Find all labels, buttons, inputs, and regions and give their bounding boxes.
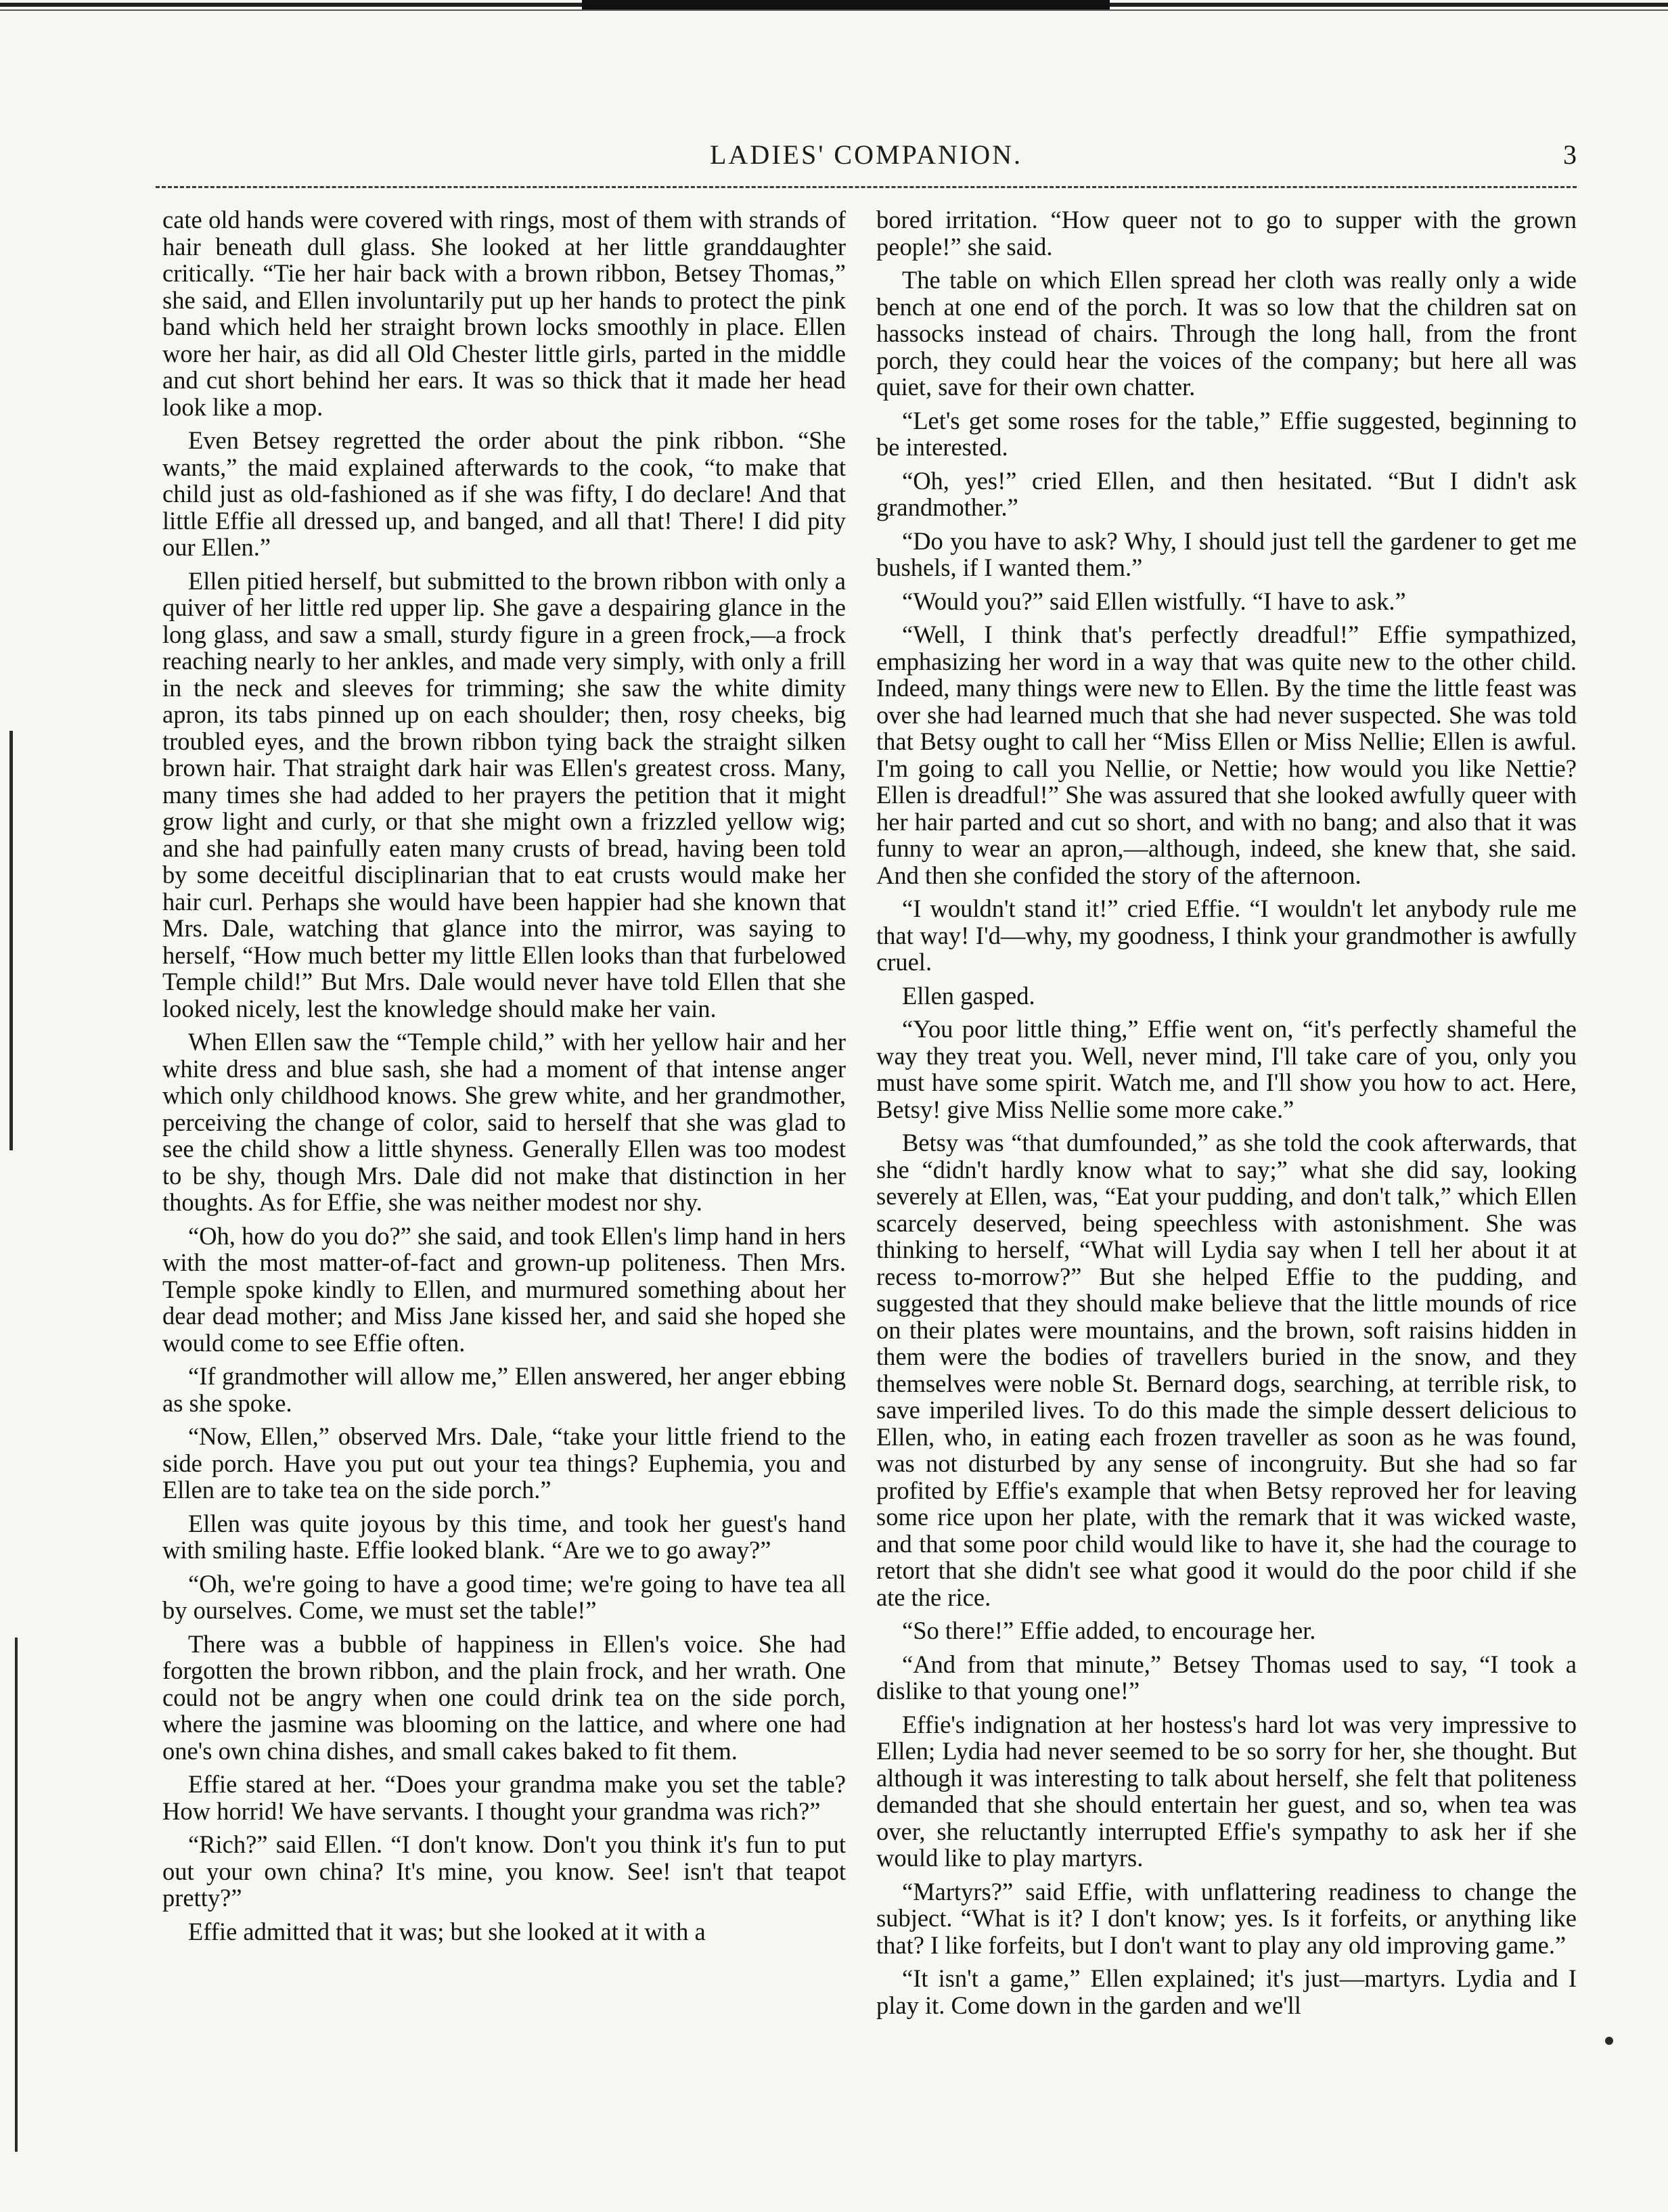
- top-border-rule: [0, 0, 1668, 15]
- paragraph: bored irritation. “How queer not to go to supper with the grown people!” she said.: [876, 206, 1577, 261]
- paragraph: Betsy was “that dumfounded,” as she told the cook afterwards, that she “didn't hardly know what to say;” what she did say, looking severely at Ellen, was, “Eat your pudding, and don't talk,” which Ellen scarcely deserved, being speechless with astonishment. She was thinking to herself, “What will Lydia say when I tell her about it at recess to-morrow?” But she helped Effie to the pudding, and suggested that they should make believe that the little mounds of rice on their plates were mountains, and the brown, soft raisins hidden in them were the bodies of travellers buried in the snow, and they themselves were noble St. Bernard dogs, searching, at terrible risk, to save imperiled lives. To do this made the simple dessert delicious to Ellen, who, in eating each frozen traveller as soon as he was found, was not disturbed by any sense of incongruity. But she had so far profited by Effie's example that when Betsy reproved her for leaving some rice upon her plate, with the remark that it was wicked waste, and that some poor child would like to have it, she had the courage to retort that she didn't see what good it would do the poor child if she ate the rice.: [876, 1129, 1577, 1611]
- paragraph: “If grandmother will allow me,” Ellen answered, her anger ebbing as she spoke.: [162, 1362, 846, 1417]
- binding-mark: [9, 731, 13, 1150]
- paragraph: Effie admitted that it was; but she looked at it with a: [188, 1917, 706, 1945]
- paragraph: “You poor little thing,” Effie went on, “it's perfectly shameful the way they treat you. Well, never mind, I'll take care of you, only you must have some spirit. Watch me, and I'll show you how to act. Here, Betsy! give Miss Nellie some more cake.”: [876, 1015, 1577, 1123]
- paragraph: “Let's get some roses for the table,” Effie suggested, beginning to be interested.: [876, 406, 1577, 461]
- left-column: [162, 206, 846, 1951]
- paragraph: “So there!” Effie added, to encourage her.: [902, 1617, 1316, 1644]
- paragraph: There was a bubble of happiness in Ellen's voice. She had forgotten the brown ribbon, and the plain frock, and her wrath. One could not be angry when one could drink tea on the side porch, where the jasmine was blooming on the lattice, and where one had one's own china dishes, and small cakes baked to fit them.: [162, 1629, 846, 1765]
- paragraph: “Rich?” said Ellen. “I don't know. Don't you think it's fun to put out your own china? It's mine, you know. See! isn't that teapot pretty?”: [162, 1830, 846, 1912]
- paragraph: “It isn't a game,” Ellen explained; it's just—martyrs. Lydia and I play it. Come down in the garden and we'll: [876, 1964, 1577, 2019]
- paragraph: “Oh, yes!” cried Ellen, and then hesitated. “But I didn't ask grandmother.”: [876, 466, 1577, 521]
- running-title: LADIES' COMPANION.: [710, 139, 1022, 170]
- paragraph: “And from that minute,” Betsey Thomas used to say, “I took a dislike to that young one!”: [876, 1650, 1577, 1705]
- page-header: [156, 139, 1577, 186]
- paragraph: Effie's indignation at her hostess's hard lot was very impressive to Ellen; Lydia had never seemed to be so sorry for her, she thought. But although it was interesting to talk about herself, she felt that politeness demanded that she should entertain her guest, and so, when tea was over, she reluctantly interrupted Effie's sympathy to ask her if she would like to play martyrs.: [876, 1710, 1577, 1872]
- paragraph: Ellen was quite joyous by this time, and took her guest's hand with smiling haste. Effie looked blank. “Are we to go away?”: [162, 1509, 846, 1564]
- paragraph: “I wouldn't stand it!” cried Effie. “I wouldn't let anybody rule me that way! I'd—why, my goodness, I think your grandmother is awfully cruel.: [876, 895, 1577, 976]
- paragraph: Ellen gasped.: [902, 981, 1035, 1010]
- paragraph: Effie stared at her. “Does your grandma make you set the table? How horrid! We have servants. I thought your grandma was rich?”: [162, 1770, 846, 1825]
- paragraph: “Oh, how do you do?” she said, and took Ellen's limp hand in hers with the most matter-of-fact and grown-up politeness. Then Mrs. Temple spoke kindly to Ellen, and murmured something about her dear dead mother; and Miss Jane kissed her, and said she hoped she would come to see Effie often.: [162, 1221, 846, 1357]
- page-number: 3: [1563, 139, 1577, 170]
- paragraph: “Now, Ellen,” observed Mrs. Dale, “take your little friend to the side porch. Have you put out your tea things? Euphemia, you and Ellen are to take tea on the side porch.”: [162, 1422, 846, 1504]
- paragraph: “Oh, we're going to have a good time; we're going to have tea all by ourselves. Come, we must set the table!”: [162, 1569, 846, 1624]
- paragraph: “Martyrs?” said Effie, with unflattering readiness to change the subject. “What is it? I don't know; yes. Is it forfeits, or anything like that? I like forfeits, but I don't want to play any old improving game.”: [876, 1877, 1577, 1959]
- paragraph: When Ellen saw the “Temple child,” with her yellow hair and her white dress and blue sash, she had a moment of that intense anger which only childhood knows. She grew white, and her grandmother, perceiving the change of color, said to herself that she was glad to see the child show a little shyness. Generally Ellen was too modest to be shy, though Mrs. Dale did not make that distinction in her thoughts. As for Effie, she was neither modest nor shy.: [162, 1028, 846, 1216]
- header-rule: [156, 186, 1577, 188]
- paragraph: “Would you?” said Ellen wistfully. “I have to ask.”: [902, 587, 1406, 615]
- paragraph: Ellen pitied herself, but submitted to the brown ribbon with only a quiver of her little red upper lip. She gave a despairing glance in the long glass, and saw a small, sturdy figure in a green frock,—a frock reaching nearly to her ankles, and made very simply, with only a frill in the neck and sleeves for trimming; she saw the white dimity apron, its tabs pinned up on each shoulder; then, rosy cheeks, big troubled eyes, and the brown ribbon tying back the straight silken brown hair. That straight dark hair was Ellen's greatest cross. Many, many times she had added to her prayers the petition that it might grow light and curly, or that she might own a frizzled yellow wig; and she had painfully eaten many crusts of bread, having been told by some deceitful disciplinarian that to eat crusts would make her hair curl. Perhaps she would have been happier had she known that Mrs. Dale, watching that glance into the mirror, was saying to herself, “How much better my little Ellen looks than that furbelowed Temple child!” But Mrs. Dale would never have told Ellen that she looked nicely, lest the knowledge should make her vain.: [162, 566, 846, 1022]
- right-column: [876, 206, 1577, 2025]
- paragraph: “Well, I think that's perfectly dreadful!” Effie sympathized, emphasizing her word in a way that was quite new to the other child. Indeed, many things were new to Ellen. By the time the little feast was over she had learned much that she had never suspected. She was told that Betsy ought to call her “Miss Ellen or Miss Nellie; Ellen is awful. I'm going to call you Nellie, or Nettie; how would you like Nettie? Ellen is dreadful!” She was assured that she looked awfully queer with her hair parted and cut so short, and with no bang; and also that it was funny to wear an apron,—although, indeed, she knew that, she said. And then she confided the story of the afternoon.: [876, 620, 1577, 889]
- paragraph: The table on which Ellen spread her cloth was really only a wide bench at one end of the porch. It was so low that the children sat on hassocks instead of chairs. Through the long hall, from the front porch, they could hear the voices of the company; but here all was quiet, save for their own chatter.: [876, 266, 1577, 401]
- margin-dot: [1605, 2037, 1613, 2045]
- paragraph: “Do you have to ask? Why, I should just tell the gardener to get me bushels, if I wanted them.”: [876, 526, 1577, 581]
- paragraph: Even Betsey regretted the order about the pink ribbon. “She wants,” the maid explained afterwards to the cook, “to make that child just as old-fashioned as if she was fifty, I do declare! And that little Effie all dressed up, and banged, and all that! There! I did pity our Ellen.”: [162, 426, 846, 561]
- paragraph: cate old hands were covered with rings, most of them with strands of hair beneath dull glass. She looked at her little granddaughter critically. “Tie her hair back with a brown ribbon, Betsey Thomas,” she said, and Ellen involuntarily put up her hands to protect the pink band which held her straight brown locks smoothly in place. Ellen wore her hair, as did all Old Chester little girls, parted in the middle and cut short behind her ears. It was so thick that it made her head look like a mop.: [162, 206, 846, 421]
- binding-mark: [15, 1638, 18, 2152]
